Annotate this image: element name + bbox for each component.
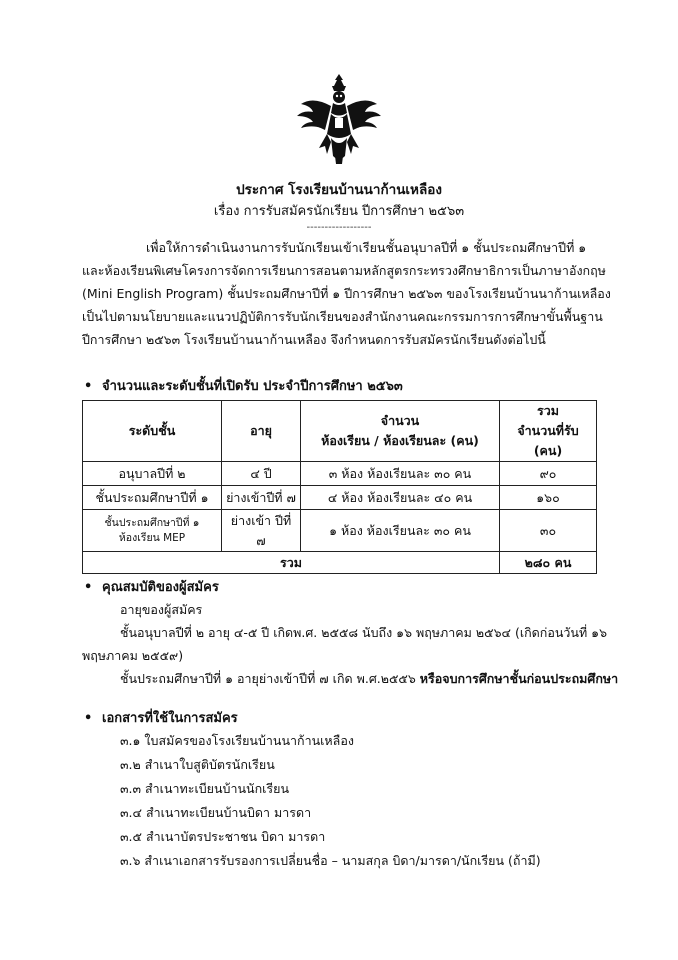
section-enrollment-heading [84,375,403,396]
intro-line: และห้องเรียนพิเศษโครงการจัดการเรียนการสอนตามหลักสูตรกระทรวงศึกษาธิการเป็นภาษาอังกฤษ [82,263,606,278]
cell-level-line1: ชั้นประถมศึกษาปีที่ ๑ [104,516,200,529]
table-sum-row [83,552,597,574]
cell-age: ๔ ปี [222,462,301,486]
document-item: ๓.๑ ใบสมัครของโรงเรียนบ้านนาก้านเหลือง [120,733,354,748]
intro-line: เป็นไปตามนโยบายและแนวปฏิบัติการรับนักเรียนของสำนักงานคณะกรรมการการศึกษาขั้นพื้นฐาน [82,309,603,324]
document-item: ๓.๕ สำเนาบัตรประชาชน บิดา มารดา [120,829,326,844]
table-header-row [83,401,597,462]
header-count [301,401,500,462]
header-total-line1: รวม [537,403,559,418]
cell-level-line2: ห้องเรียน MEP [118,531,186,544]
bullet-icon: • [84,711,93,726]
bullet-icon: • [84,580,93,595]
cell-total: ๙๐ [500,462,597,486]
table-row [83,486,597,510]
kindergarten-criteria: ชั้นอนุบาลปีที่ ๒ อายุ ๔-๕ ปี เกิดพ.ศ. ๒๕๕๘ นับถึง ๑๖ พฤษภาคม ๒๕๖๔ (เกิดก่อนวันที่ ๑๖ [120,625,608,640]
header-total [500,401,597,462]
header-level: ระดับชั้น [83,401,222,462]
intro-paragraph [82,236,611,351]
sum-value: ๒๘๐ คน [500,552,597,574]
document-item: ๓.๒ สำเนาใบสูติบัตรนักเรียน [120,757,275,772]
primary-criteria-bold: หรือจบการศึกษาชั้นก่อนประถมศึกษา [419,671,619,686]
document-item: ๓.๖ สำเนาเอกสารรับรองการเปลี่ยนชื่อ – นามสกุล บิดา/มารดา/นักเรียน (ถ้ามี) [120,853,541,868]
table-row [83,462,597,486]
cell-age: ย่างเข้าปีที่ ๗ [222,486,301,510]
intro-line: (Mini English Program) ชั้นประถมศึกษาปีที่ ๑ ปีการศึกษา ๒๕๖๓ ของโรงเรียนบ้านนาก้านเหลือง [82,286,611,301]
document-item: ๓.๓ สำเนาทะเบียนบ้านนักเรียน [120,781,290,796]
garuda-emblem-icon [291,70,387,166]
section-heading-text: จำนวนและระดับชั้นที่เปิดรับ ประจำปีการศึกษา ๒๕๖๓ [102,379,403,394]
age-label: อายุของผู้สมัคร [120,602,203,617]
sum-label: รวม [83,552,500,574]
primary-criteria-text: ชั้นประถมศึกษาปีที่ ๑ อายุย่างเข้าปีที่ ๗ เกิด พ.ศ.๒๕๕๖ [120,671,420,686]
cell-total: ๑๖๐ [500,486,597,510]
header-count-line1: จำนวน [380,413,420,428]
enrollment-table [82,400,597,574]
divider-dashes: ------------------ [306,222,372,233]
bullet-icon: • [84,379,93,394]
cell-level: อนุบาลปีที่ ๒ [83,462,222,486]
cell-level: ชั้นประถมศึกษาปีที่ ๑ [83,486,222,510]
cell-count: ๔ ห้อง ห้องเรียนละ ๔๐ คน [301,486,500,510]
primary-criteria [120,669,618,689]
cell-age: ย่างเข้า ปีที่ ๗ [222,510,301,552]
table-row [83,510,597,552]
intro-line: เพื่อให้การดำเนินงานการรับนักเรียนเข้าเรียนชั้นอนุบาลปีที่ ๑ ชั้นประถมศึกษาปีที่ ๑ [146,240,587,255]
section-heading-text: คุณสมบัติของผู้สมัคร [102,580,219,595]
cell-count: ๓ ห้อง ห้องเรียนละ ๓๐ คน [301,462,500,486]
cell-level [83,510,222,552]
announcement-subject: เรื่อง การรับสมัครนักเรียน ปีการศึกษา ๒๕๖๓ [213,204,465,219]
document-item: ๓.๔ สำเนาทะเบียนบ้านบิดา มารดา [120,805,312,820]
section-documents-heading [84,707,238,728]
cell-total: ๓๐ [500,510,597,552]
kindergarten-criteria-cont: พฤษภาคม ๒๕๕๙) [82,648,184,663]
intro-line: ปีการศึกษา ๒๕๖๓ โรงเรียนบ้านนาก้านเหลือง จึงกำหนดการรับสมัครนักเรียนดังต่อไปนี้ [82,332,546,347]
section-qualification-heading [84,576,219,597]
announcement-title: ประกาศ โรงเรียนบ้านนาก้านเหลือง [236,182,442,198]
header-age: อายุ [222,401,301,462]
cell-count: ๑ ห้อง ห้องเรียนละ ๓๐ คน [301,510,500,552]
header-count-line2: ห้องเรียน / ห้องเรียนละ (คน) [321,433,479,448]
header-total-line2: จำนวนที่รับ (คน) [517,423,579,458]
section-heading-text: เอกสารที่ใช้ในการสมัคร [102,711,238,726]
